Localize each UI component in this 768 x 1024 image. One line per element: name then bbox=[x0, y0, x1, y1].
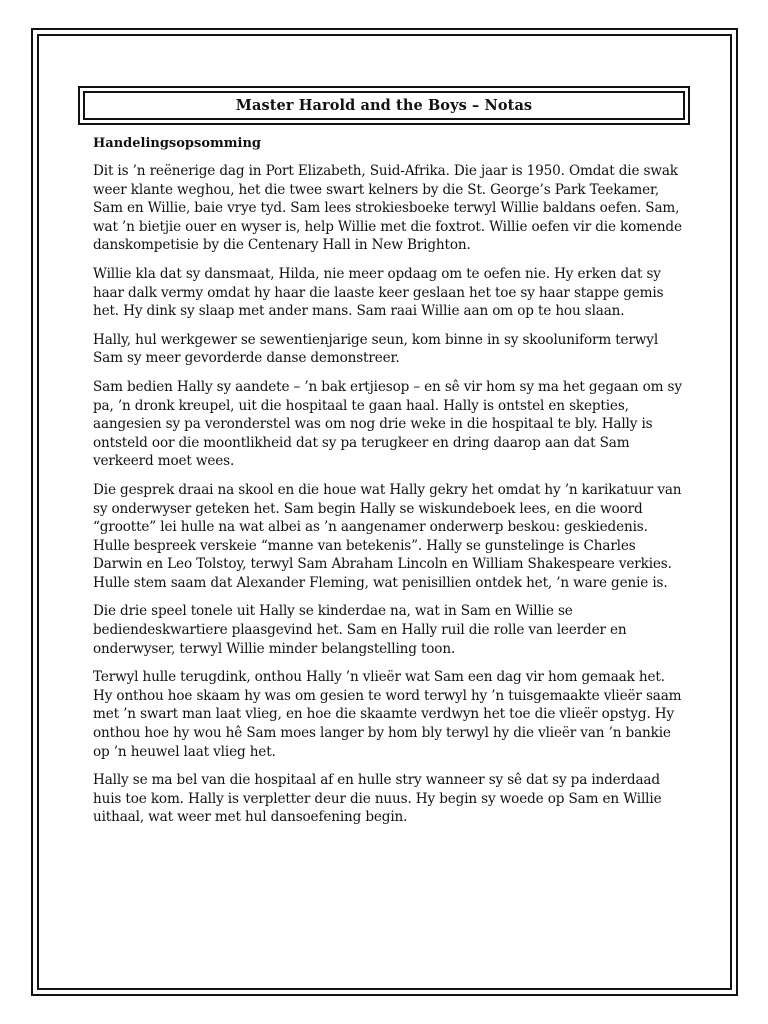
paragraph-3: Hally, hul werkgewer se sewentienjarige seun, kom binne in sy skooluniform terwyl Sam sy meer gevorderde danse demonstreer. bbox=[93, 331, 659, 367]
paragraph-1: Dit is ’n reënerige dag in Port Elizabeth, Suid-Afrika. Die jaar is 1950. Omdat die swak weer klante weghou, het die twee swart kelners by die St. George’s Park Teekamer, Sam en Willie, baie vrye tyd. Sam lees strokiesboeke terwyl Willie baldans oefen. Sam, wat ’n bietjie ouer en wyser is, help Willie met die foxtrot. Willie oefen vir die komende danskompetisie by die Centenary Hall in New Brighton. bbox=[93, 163, 682, 254]
title-box bbox=[78, 86, 690, 125]
section-heading: Handelingsopsomming bbox=[93, 136, 261, 151]
document-body bbox=[93, 134, 685, 837]
document-title: Master Harold and the Boys – Notas bbox=[235, 97, 533, 114]
paragraph-4: Sam bedien Hally sy aandete – ’n bak ertjiesop – en sê vir hom sy ma het gegaan om sy pa, ’n dronk kreupel, uit die hospitaal te gaan haal. Hally is ontstel en skepties, aangesien sy pa veronderstel was om nog drie weke in die hospitaal te bly. Hally is ontsteld oor die moontlikheid dat sy pa terugkeer en dring daarop aan dat Sam verkeerd moet wees. bbox=[93, 378, 682, 470]
paragraph-2: Willie kla dat sy dansmaat, Hilda, nie meer opdaag om te oefen nie. Hy erken dat sy haar dalk vermy omdat hy haar die laaste keer geslaan het toe sy haar stappe gemis het. Hy dink sy slaap met ander mans. Sam raai Willie aan om op te hou slaan. bbox=[93, 265, 664, 320]
title-box-inner bbox=[83, 91, 685, 120]
paragraph-5: Die gesprek draai na skool en die houe wat Hally gekry het omdat hy ’n karikatuur van sy onderwyser geteken het. Sam begin Hally se wiskundeboek lees, en die woord “grootte” lei hulle na wat albei as ’n aangenamer onderwerp beskou: geskiedenis. Hulle bespreek verskeie “manne van betekenis”. Hally se gunstelinge is Charles Darwin en Leo Tolstoy, terwyl Sam Abraham Lincoln en William Shakespeare verkies. Hulle stem saam dat Alexander Fleming, wat penisillien ontdek het, ’n ware genie is. bbox=[93, 481, 682, 591]
paragraph-6: Die drie speel tonele uit Hally se kinderdae na, wat in Sam en Willie se bediendeskwartiere plaasgevind het. Sam en Hally ruil die rolle van leerder en onderwyser, terwyl Willie minder belangstelling toon. bbox=[93, 603, 627, 657]
paragraph-8: Hally se ma bel van die hospitaal af en hulle stry wanneer sy sê dat sy pa inderdaad huis toe kom. Hally is verpletter deur die nuus. Hy begin sy woede op Sam en Willie uithaal, wat weer met hul dansoefening begin. bbox=[93, 772, 662, 826]
paragraph-7: Terwyl hulle terugdink, onthou Hally ’n vlieër wat Sam een dag vir hom gemaak het. Hy onthou hoe skaam hy was om gesien te word terwyl hy ’n tuisgemaakte vlieër saam met ’n swart man laat vlieg, en hoe die skaamte verdwyn het toe die vlieër opstyg. Hy onthou hoe hy wou hê Sam moes langer by hom bly terwyl hy die vlieër van ’n bankie op ’n heuwel laat vlieg het. bbox=[93, 669, 682, 760]
